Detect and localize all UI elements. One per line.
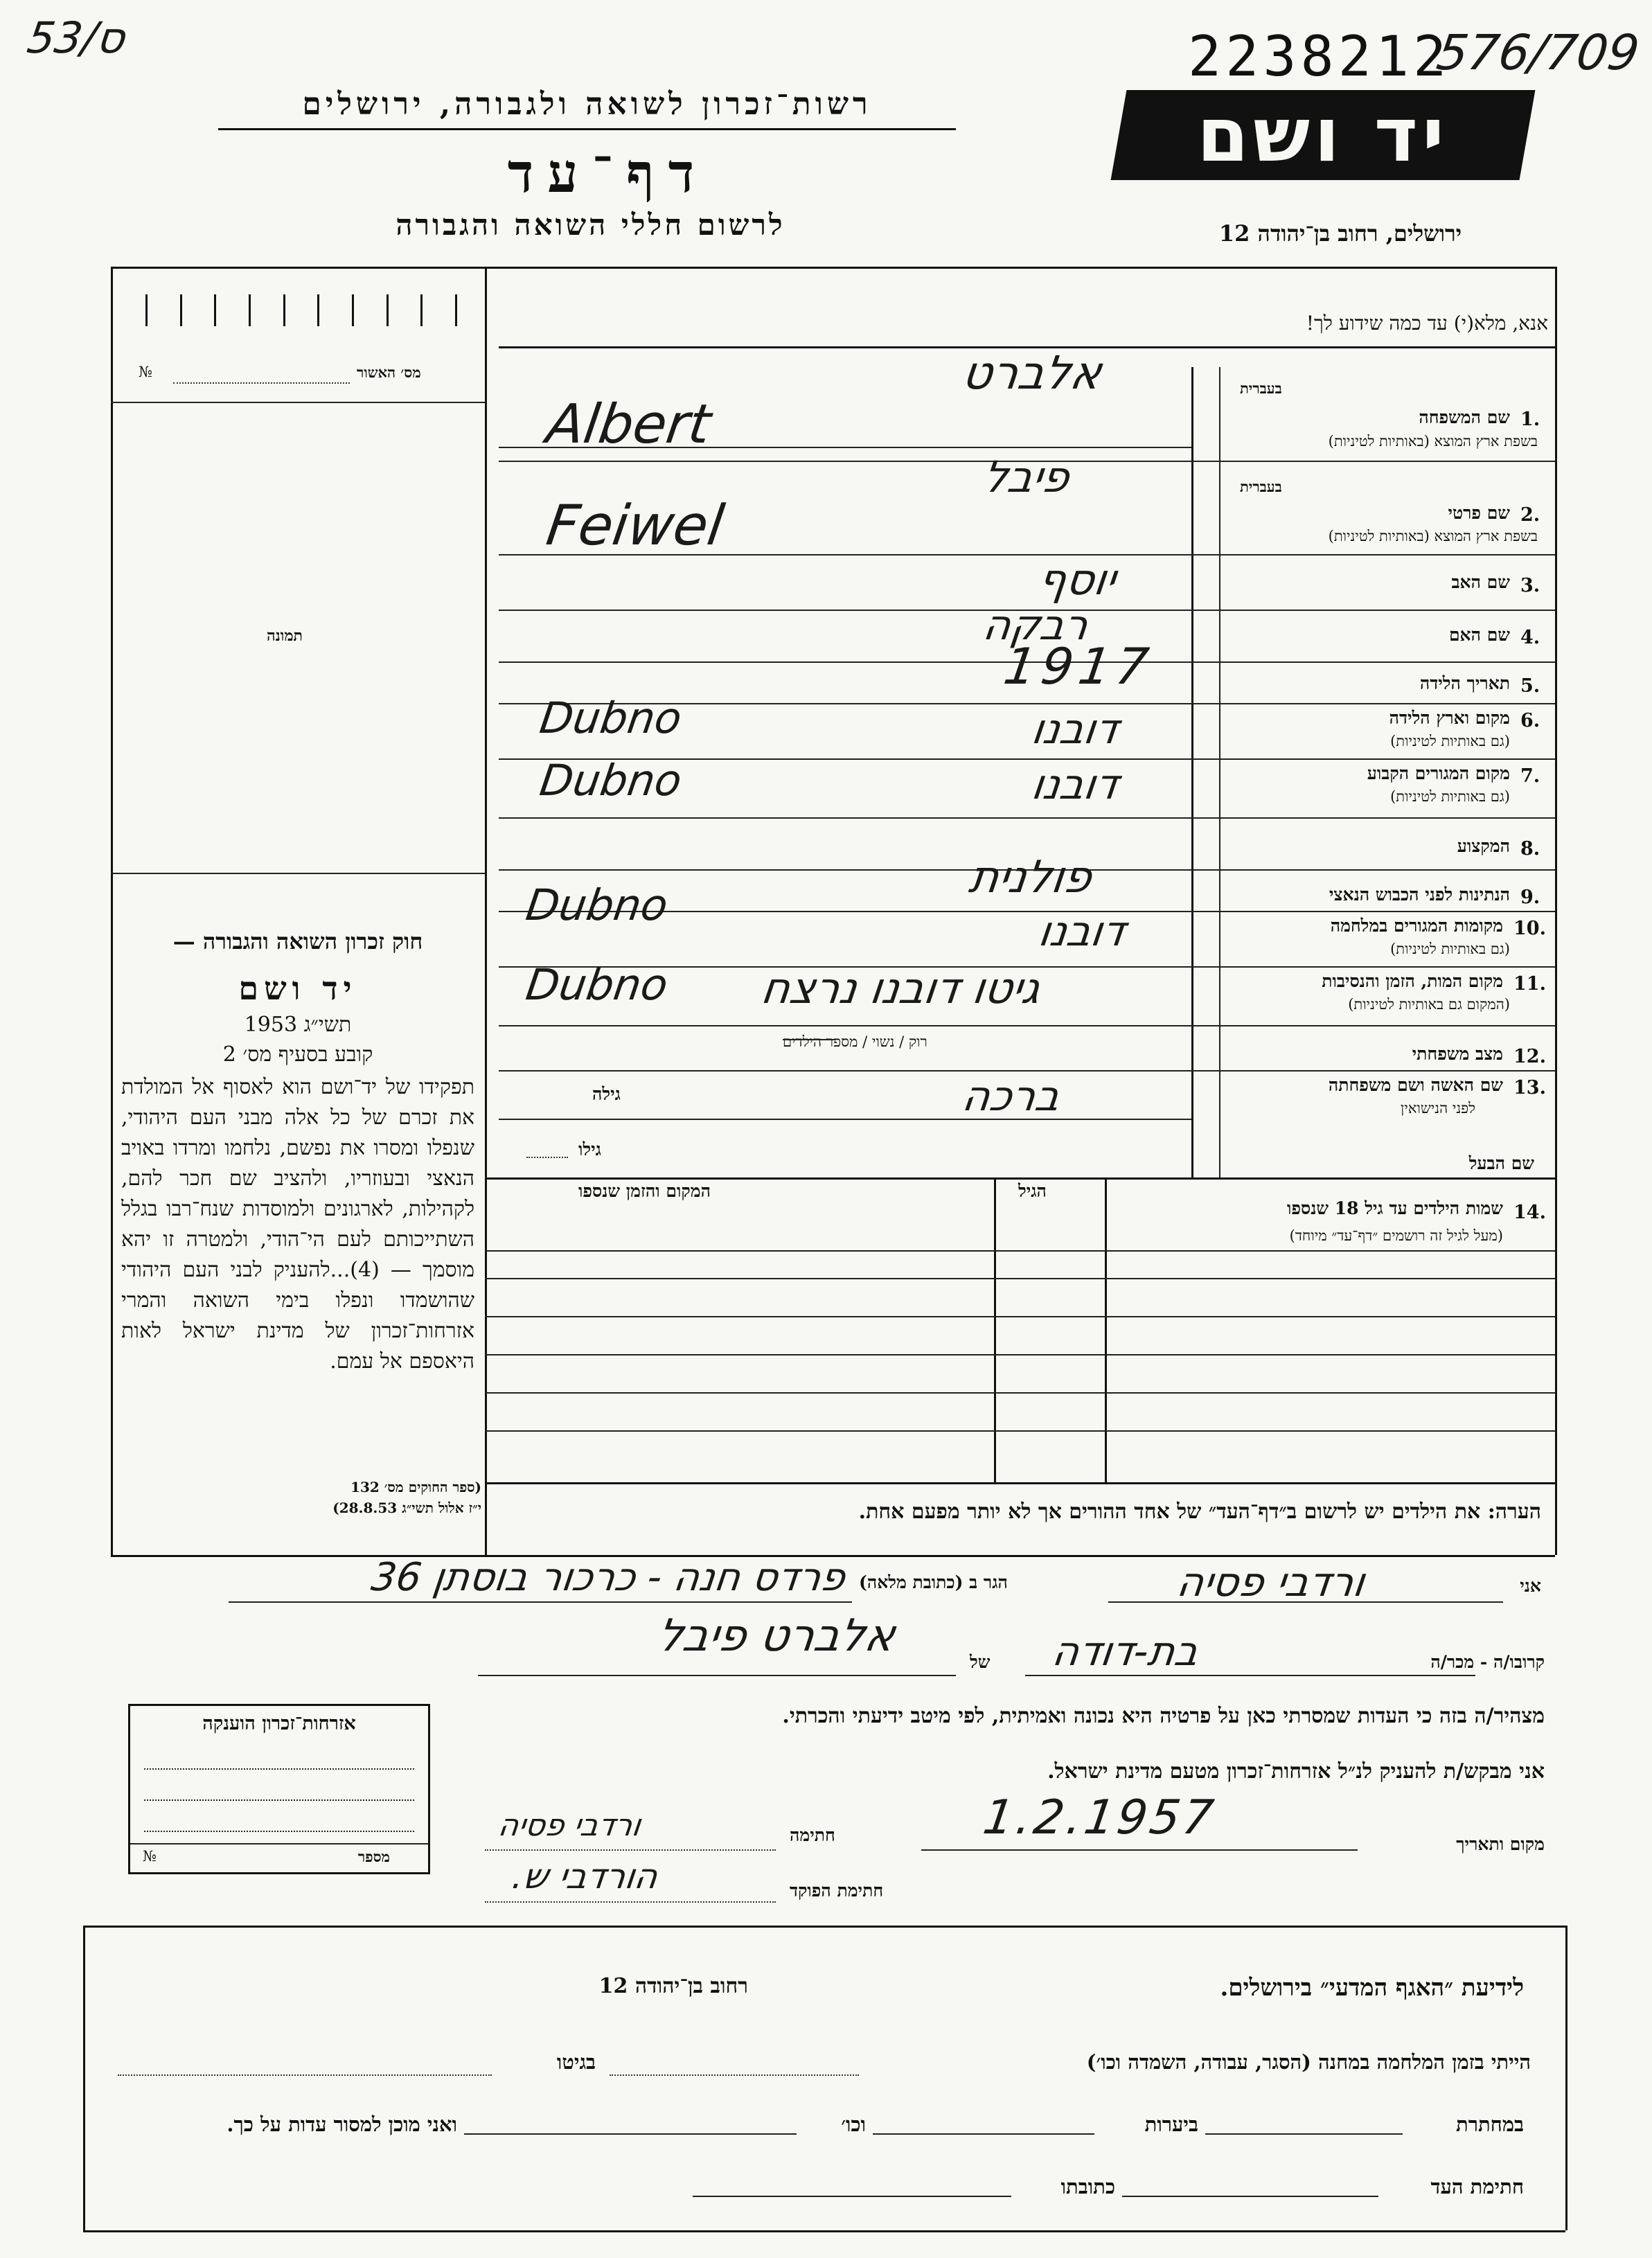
field1-label: שם המשפחה [1419, 407, 1510, 427]
field11-num: 11. [1513, 973, 1546, 995]
field4-num: 4. [1520, 627, 1540, 648]
footer-line2b: ביערות [1144, 2113, 1198, 2136]
field7-num: 7. [1520, 765, 1540, 787]
field7-label: מקום המגורים הקבוע [1367, 763, 1510, 783]
children-col-age: הגיל [1018, 1181, 1047, 1201]
wife-age-label: גילה [592, 1084, 621, 1104]
form-subtitle: לרשום חללי השואה והגבורה [396, 208, 785, 242]
field1-num: 1. [1520, 409, 1540, 430]
footer-line1a: הייתי בזמן המלחמה במחנה (הסגר, עבודה, השמדה וכו׳) [1086, 2050, 1531, 2074]
field1-latin-value: Albert [542, 393, 715, 456]
footer-line3b: כתובתו [1060, 2175, 1115, 2198]
citizenship-box [128, 1704, 430, 1874]
footer-line2a: במחתרת [1456, 2113, 1524, 2136]
field2-latin-value: Feiwel [542, 493, 728, 558]
corner-note-right: 576/709 [1433, 24, 1643, 81]
field11-value: גיטו דובנו נרצח [758, 963, 1044, 1013]
officer-label: חתימת הפוקד [790, 1881, 884, 1901]
citizenship-no: № [143, 1848, 157, 1865]
request-text: אני מבקש/ת להעניק לנ״ל אזרחות־זכרון מטעם מדינת ישראל. [1047, 1759, 1545, 1784]
field13-label: שם האשה ושם משפחתה [1328, 1075, 1503, 1095]
declarant-ani: אני [1520, 1576, 1541, 1596]
field7-value: דובנו [1029, 761, 1122, 809]
footer-address: רחוב בן־יהודה 12 [598, 1974, 748, 1998]
field10-latin: Dubno [522, 880, 671, 930]
field6-value: דובנו [1029, 705, 1122, 754]
field5-num: 5. [1520, 675, 1540, 697]
citizenship-title: אזרחות־זכרון הוענקה [202, 1713, 356, 1734]
field12-label: מצב משפחתי [1412, 1044, 1503, 1064]
field2-heb-tag: בעברית [1240, 478, 1282, 495]
serial-number: 2238212 [1188, 24, 1451, 89]
field4-value: רבקה [980, 601, 1092, 650]
field9-num: 9. [1520, 887, 1540, 908]
law-body: תפקידו של יד־ושם הוא לאסוף אל המולדת את זכרם של כל אלה מבני העם היהודי, שנפלו ומסרו את נפשם, נלחמו ומרדו באויב הנאצי ובעוזריו, ולהציב שם חכר להם, לקהילות, לארגונים ולמוסדות שנח־רבו בגלל השתייכותם לעם הי־הודי, ולמטרה זו יהא מוסמך — (4)...להעניק לבני העם היהודי שהושמדו ונפלו בימי השואה והמרי אזרחות־זכרון של מדינת ישראל לאות היאספם אל עמם. [121, 1075, 475, 1374]
field11-label: מקום המות, הזמן והנסיבות [1322, 971, 1503, 991]
place-date-label: מקום ותאריך [1456, 1834, 1545, 1854]
field2-heb-value: פיבל [979, 452, 1073, 502]
signature-label: חתימה [790, 1825, 835, 1845]
law-title: חוק זכרון השואה והגבורה — [172, 928, 423, 954]
field9-label: הנתינות לפני הכבוש הנאצי [1329, 884, 1510, 905]
field6-sub: (גם באותיות לטיניות) [1390, 733, 1510, 749]
field5-value: 1917 [1000, 637, 1158, 695]
field9-value: פולנית [966, 852, 1095, 903]
children-label: שמות הילדים עד גיל 18 שנספו [1286, 1198, 1503, 1218]
field13-sub: לפני הנישואין [1401, 1100, 1475, 1117]
field13-value: ברכה [959, 1072, 1063, 1121]
law-name: יד ושם [238, 970, 357, 1007]
field6-latin: Dubno [536, 693, 685, 743]
field1-sub: בשפת ארץ המוצא (באותיות לטיניות) [1328, 433, 1538, 450]
field11-sub: (המקום גם באותיות לטיניות) [1348, 996, 1510, 1013]
footer-title: לידיעת ״האגף המדעי״ בירושלים. [1220, 1974, 1524, 2002]
field6-num: 6. [1520, 710, 1540, 731]
field3-label: שם האב [1451, 572, 1510, 592]
approval-ticks [145, 294, 457, 326]
yad-vashem-logo: יד ושם [1111, 90, 1536, 180]
declarant-signature: ורדבי פסיה [496, 1808, 643, 1843]
declarant-address: פרדס חנה - כרכור בוסתן 36 [368, 1555, 849, 1600]
children-col-place: המקום והזמן שנספו [578, 1181, 711, 1201]
field6-label: מקום וארץ הלידה [1389, 708, 1510, 728]
address-line: ירושלים, רחוב בן־יהודה 12 [1218, 220, 1462, 247]
field8-num: 8. [1520, 838, 1540, 860]
approval-no: № [139, 364, 152, 380]
law-ref-2: י״ז אלול תשי״ג 28.8.53) [332, 1500, 481, 1516]
footer-line1b: בגיטו [556, 2050, 596, 2074]
field4-label: שם האם [1448, 625, 1510, 645]
declaration-text: מצהיר/ה בזה כי העדות שמסרתי כאן על פרטיה היא נכונה ואמיתית, לפי מיטב ידיעתי והכרתי. [782, 1704, 1545, 1728]
approval-label: מס׳ האשור [357, 364, 421, 381]
field10-label: מקומות המגורים במלחמה [1330, 916, 1503, 936]
field3-num: 3. [1520, 575, 1540, 596]
law-ref-1: (ספר החוקים מס׳ 132 [350, 1479, 481, 1495]
footer-line2c: וכו׳ [841, 2113, 866, 2136]
field8-label: המקצוע [1457, 836, 1510, 856]
request-line: אנא, מלא(י) עד כמה שידוע לך! [1306, 312, 1548, 335]
field10-num: 10. [1513, 918, 1546, 939]
relation-value: בת-דודה [1049, 1628, 1202, 1675]
children-note: הערה: את הילדים יש לרשום ב״דף־העד״ של אחד ההורים אך לא יותר מפעם אחת. [858, 1500, 1541, 1524]
corner-note-left: 53/ס [24, 12, 129, 63]
husband-age-label: גילו [578, 1139, 601, 1159]
field7-sub: (גם באותיות לטיניות) [1390, 788, 1510, 805]
relation-label: קרובו/ה - מכר/ה [1430, 1652, 1545, 1672]
field12-num: 12. [1513, 1046, 1546, 1067]
declarant-resides-label: הגר ב (כתובת מלאה) [859, 1572, 1008, 1592]
org-line: רשות־זכרון לשואה ולגבורה, ירושלים [302, 87, 872, 122]
field14-num: 14. [1513, 1202, 1546, 1223]
field3-value: יוסף [1035, 554, 1119, 605]
field10-value: דובנו [1036, 907, 1129, 956]
field13-num: 13. [1513, 1077, 1546, 1099]
field5-label: תאריך הלידה [1419, 673, 1510, 693]
field11-latin: Dubno [522, 959, 671, 1010]
field12-options: רוק / נשוי / מספר הילדים [783, 1033, 927, 1050]
law-clause: קובע בסעיף מס׳ 2 [222, 1042, 373, 1067]
children-sub: (מעל לגיל זה רושמים ״דף־עד״ מיוחד) [1289, 1227, 1503, 1244]
officer-signature: הורדבי ש. [509, 1856, 661, 1896]
field2-num: 2. [1520, 504, 1540, 526]
of-value: אלברט פיבל [654, 1610, 898, 1662]
field7-latin: Dubno [536, 755, 685, 806]
field10-sub: (גם באותיות לטיניות) [1390, 941, 1510, 957]
field2-label: שם פרטי [1448, 503, 1510, 523]
footer-line2d: ואני מוכן למסור עדות על כך. [227, 2113, 457, 2136]
form-title: דף־עד [507, 142, 709, 205]
of-label: של [970, 1652, 991, 1672]
photo-label: תמונה [267, 627, 303, 645]
footer-line3a: חתימת העד [1430, 2175, 1524, 2198]
field2-sub: בשפת ארץ המוצא (באותיות לטיניות) [1328, 528, 1538, 544]
declarant-name: ורדבי פסיה [1174, 1558, 1368, 1606]
declarant-date: 1.2.1957 [979, 1790, 1220, 1845]
husband-name-label: שם הבעל [1468, 1153, 1534, 1173]
law-year: תשי״ג 1953 [244, 1013, 352, 1037]
citizenship-number-label: מספר [357, 1848, 390, 1865]
field1-heb-value: אלברט [959, 346, 1105, 400]
field1-heb-tag: בעברית [1240, 380, 1282, 397]
